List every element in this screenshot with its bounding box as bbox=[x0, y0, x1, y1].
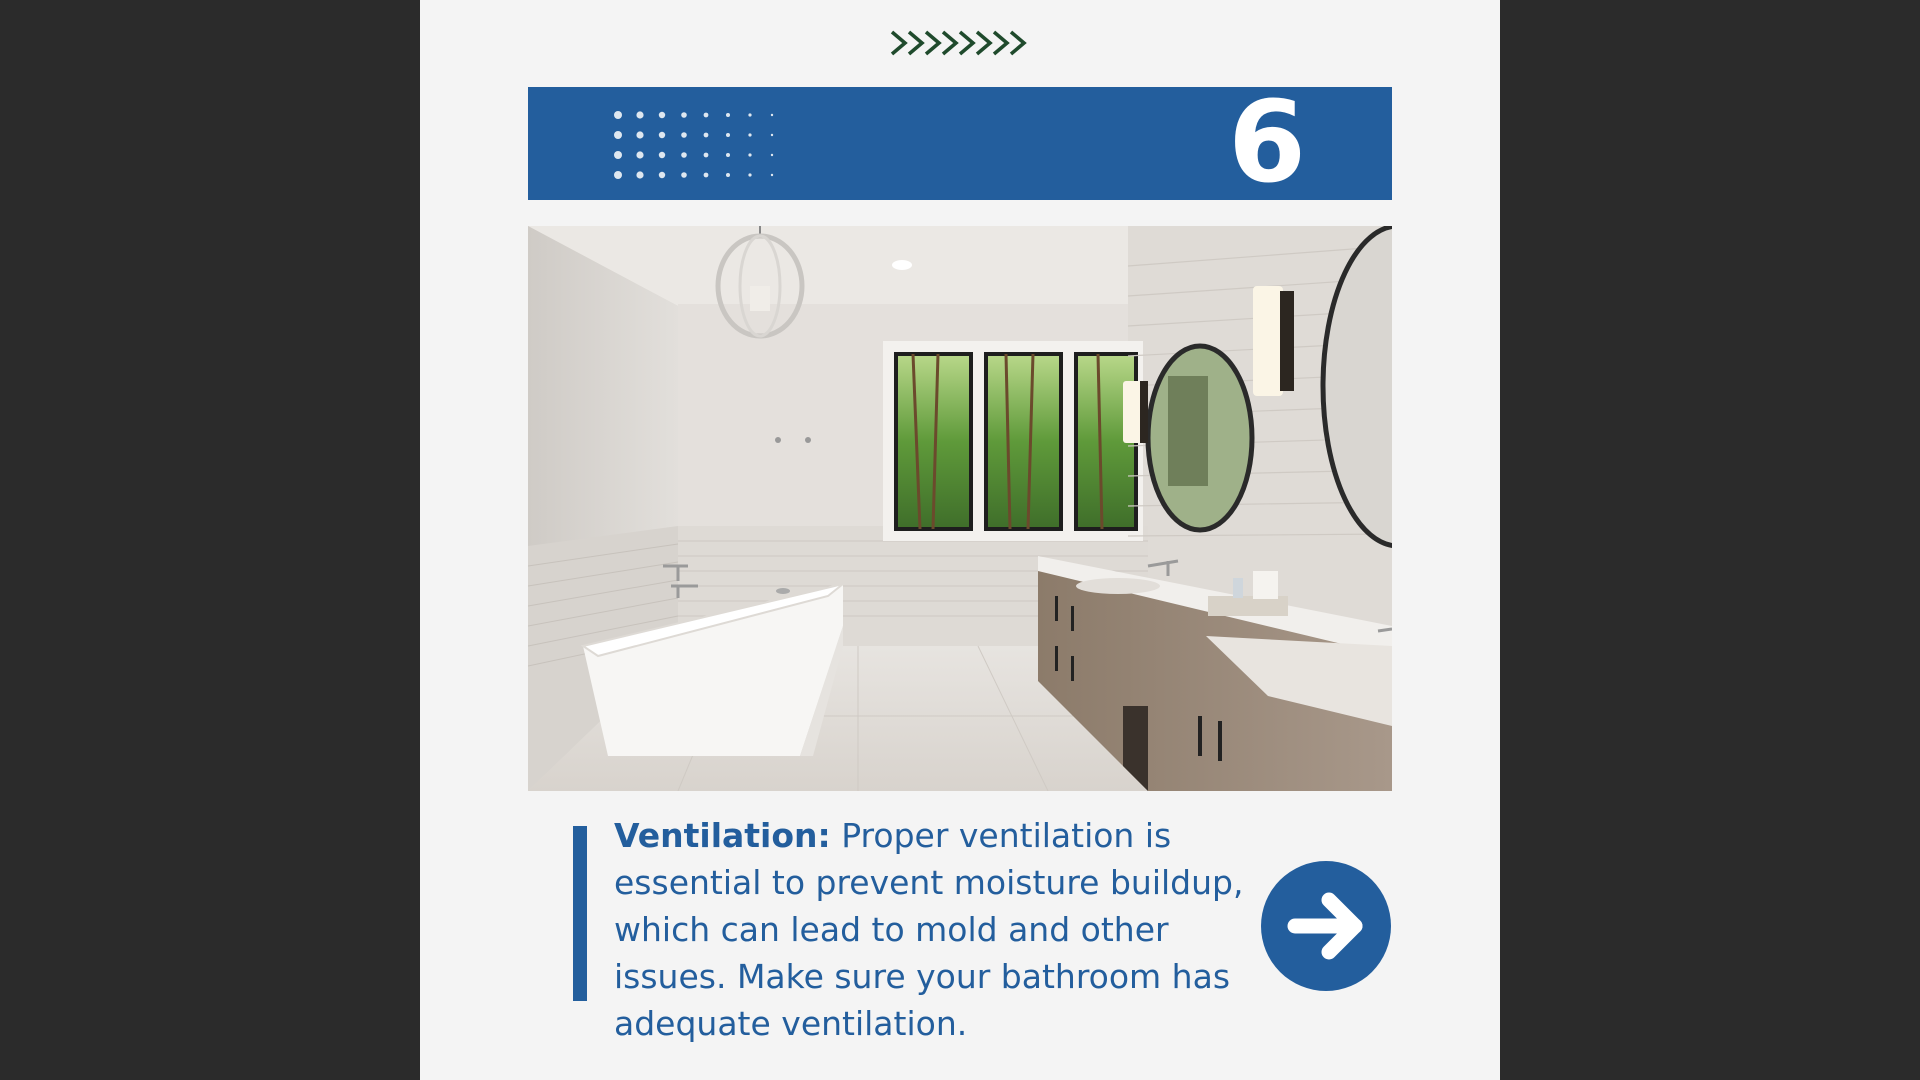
slide-number: 6 bbox=[1228, 78, 1302, 208]
bathroom-photo bbox=[528, 226, 1392, 791]
next-button[interactable] bbox=[1261, 861, 1391, 991]
header-banner bbox=[528, 78, 1392, 208]
tip-body: Proper ventilation is essential to prevent moisture buildup, which can lead to mold and other issues. Make sure your bathroom has adequate ventilation. bbox=[614, 816, 1244, 1043]
dot-grid-decoration bbox=[610, 107, 800, 183]
arrow-right-icon bbox=[1261, 861, 1391, 991]
chevrons-ornament-icon bbox=[890, 26, 1030, 60]
accent-bar bbox=[573, 826, 587, 1001]
tip-heading: Ventilation: bbox=[614, 816, 831, 855]
tip-paragraph bbox=[614, 812, 1254, 1047]
slide-page bbox=[420, 0, 1500, 1080]
